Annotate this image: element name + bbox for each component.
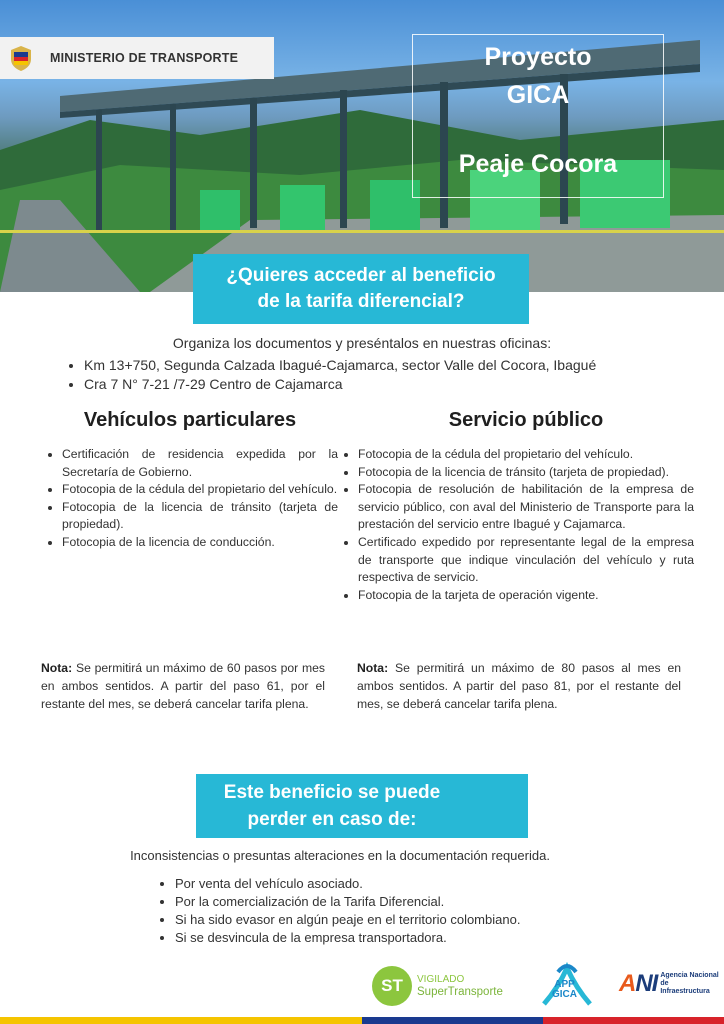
project-subtitle: Peaje Cocora	[458, 150, 618, 178]
ani-mark-ni: NI	[635, 970, 658, 997]
list-item: • Por la comercialización de la Tarifa Diferencial.	[175, 893, 520, 911]
lose-intro-text: Inconsistencias o presuntas alteraciones en la documentación requerida.	[130, 848, 550, 863]
address-item: • Km 13+750, Segunda Calzada Ibagué-Cajamarca, sector Valle del Cocora, Ibagué	[84, 356, 596, 375]
lose-list	[162, 875, 520, 947]
intro-text: Organiza los documentos y preséntalos en nuestras oficinas:	[172, 335, 552, 351]
note-text: Se permitirá un máximo de 80 pasos al mes en ambos sentidos. A partir del paso 81, por el restante del mes, se deberá cancelar tarifa plena.	[357, 661, 681, 711]
colombia-seal-icon	[6, 43, 36, 73]
particulares-list	[49, 446, 338, 552]
ani-logo	[619, 970, 724, 998]
note-label: Nota:	[41, 661, 73, 675]
flag-blue	[362, 1017, 543, 1024]
st-mark: ST	[372, 966, 412, 1006]
note-text: Se permitirá un máximo de 60 pasos por mes en ambos sentidos. A partir del paso 61, por el restante del mes, se deberá cancelar tarifa plena.	[41, 661, 325, 711]
list-item: • Si ha sido evasor en algún peaje en el territorio colombiano.	[175, 911, 520, 929]
publico-note	[357, 659, 681, 713]
address-item: • Cra 7 N° 7-21 /7-29 Centro de Cajamarca	[84, 375, 596, 394]
benefit-question-banner	[193, 254, 529, 324]
project-title	[412, 38, 664, 114]
publico-title: Servicio público	[448, 409, 604, 431]
colombia-flag-stripe	[0, 1017, 724, 1024]
app-gica-logo	[538, 958, 596, 1010]
list-item: • Fotocopia de la tarjeta de operación vigente.	[358, 587, 694, 605]
list-item: • Si se desvincula de la empresa transportadora.	[175, 929, 520, 947]
list-item: • Fotocopia de la cédula del propietario del vehículo.	[62, 481, 338, 499]
project-line-2: GICA	[506, 81, 570, 109]
lose-title-line-1: Este beneficio se puede	[223, 782, 441, 803]
app-line-1: APP	[554, 979, 575, 990]
particulares-note	[41, 659, 325, 713]
flag-red	[543, 1017, 724, 1024]
project-line-1: Proyecto	[484, 43, 592, 71]
ani-line-2: Infraestructura	[660, 988, 710, 995]
list-item: • Fotocopia de la licencia de tránsito (tarjeta de propiedad).	[62, 499, 338, 534]
ani-line-1: Agencia Nacional de	[660, 972, 719, 987]
ministry-banner	[0, 37, 274, 79]
list-item: • Por venta del vehículo asociado.	[175, 875, 520, 893]
lose-title-line-2: perder en caso de:	[247, 809, 417, 830]
app-line-2: GICA	[552, 989, 577, 1000]
flag-yellow	[0, 1017, 362, 1024]
ministry-name: MINISTERIO DE TRANSPORTE	[50, 51, 239, 65]
list-item: • Certificación de residencia expedida por la Secretaría de Gobierno.	[62, 446, 338, 481]
particulares-title: Vehículos particulares	[83, 409, 297, 431]
st-line-1: VIGILADO	[417, 974, 465, 985]
list-item: • Fotocopia de resolución de habilitación de la empresa de servicio público, con aval del Ministerio de Transporte para la prestación del servicio entre Ibagué y Cajamarca.	[358, 481, 694, 534]
ani-mark-a: A	[619, 970, 636, 997]
lose-benefit-banner	[196, 774, 528, 838]
supertransporte-logo	[372, 966, 503, 1006]
address-list	[70, 356, 596, 394]
cta-line-1: ¿Quieres acceder al beneficio	[226, 265, 496, 286]
st-line-2: SuperTransporte	[417, 986, 503, 998]
list-item: • Certificado expedido por representante legal de la empresa de transporte que indique vinculación del vehículo y ruta respectiva de servicio.	[358, 534, 694, 587]
list-item: • Fotocopia de la cédula del propietario del vehículo.	[358, 446, 694, 464]
cta-line-2: de la tarifa diferencial?	[257, 291, 465, 312]
note-label: Nota:	[357, 661, 389, 675]
list-item: • Fotocopia de la licencia de conducción.	[62, 534, 338, 552]
list-item: • Fotocopia de la licencia de tránsito (tarjeta de propiedad).	[358, 464, 694, 482]
publico-list	[345, 446, 694, 604]
